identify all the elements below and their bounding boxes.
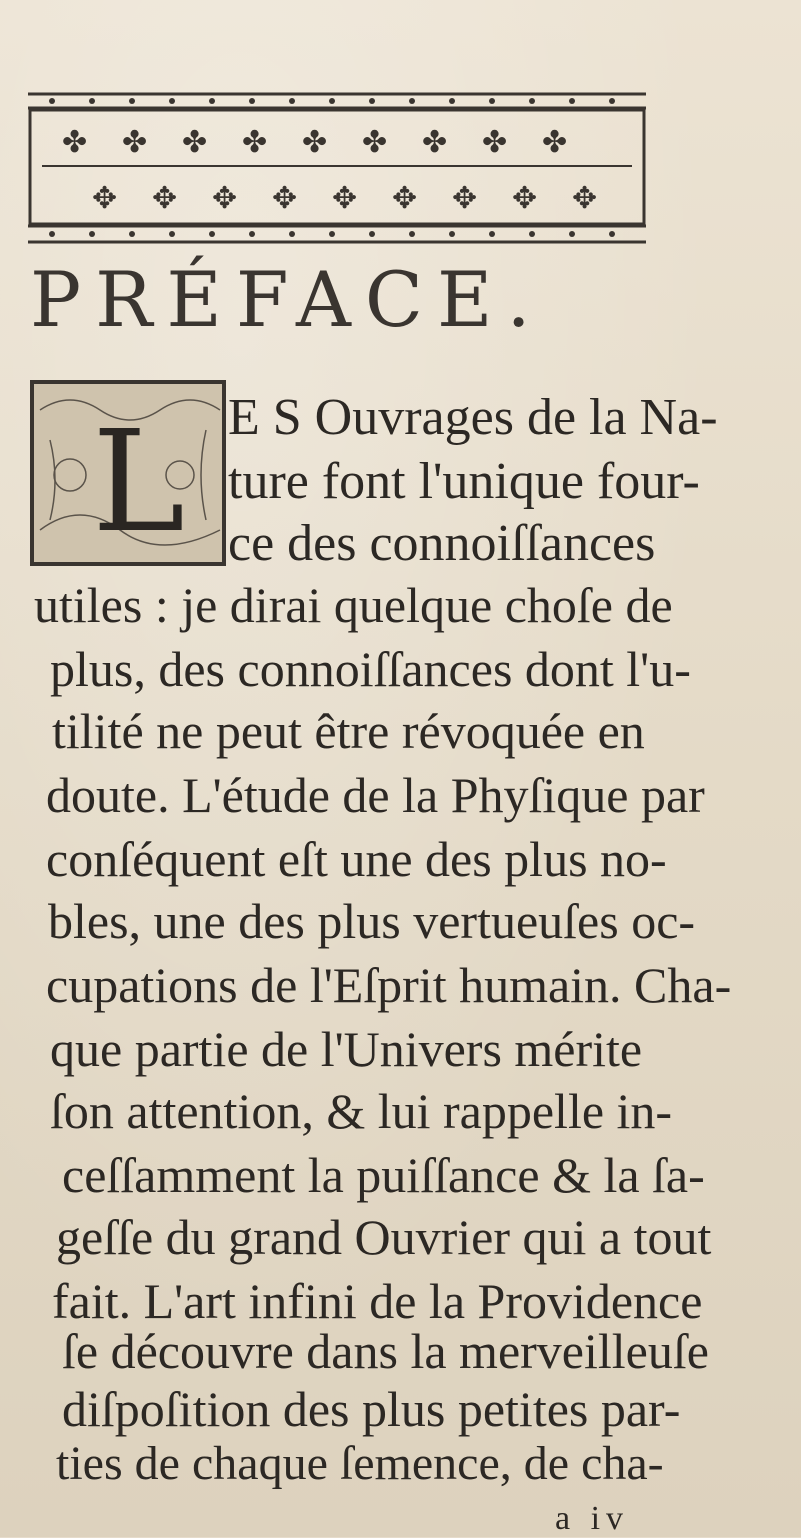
text-line-1: E S Ouvrages de la Na-: [228, 389, 718, 446]
text-line-8: conſéquent eſt une des plus no-: [46, 831, 667, 887]
svg-text:✤: ✤: [362, 125, 388, 160]
text-line-16: ſe découvre dans la merveilleuſe: [62, 1323, 709, 1379]
svg-text:✤: ✤: [482, 125, 508, 160]
svg-text:✤: ✤: [182, 125, 208, 160]
drop-cap-letter: L: [92, 401, 185, 564]
text-line-3: ce des connoiſſances: [228, 515, 656, 572]
text-line-12: ſon attention, & lui rappelle in-: [50, 1083, 673, 1139]
svg-text:✥: ✥: [152, 181, 178, 216]
text-line-13: ceſſamment la puiſſance & la ſa-: [62, 1147, 705, 1203]
page-title: PRÉFACE.: [30, 255, 545, 344]
svg-text:✥: ✥: [512, 181, 538, 216]
svg-text:✤: ✤: [122, 125, 148, 160]
text-line-11: que partie de l'Univers mérite: [50, 1021, 643, 1077]
text-line-18: ties de chaque ſemence, de cha-: [56, 1437, 664, 1490]
text-line-5: plus, des connoiſſances dont l'u-: [50, 641, 691, 697]
catchword: a iv: [555, 1500, 630, 1537]
text-line-15: fait. L'art infini de la Providence: [52, 1273, 703, 1329]
text-line-4: utiles : je dirai quelque choſe de: [34, 577, 673, 633]
svg-text:✥: ✥: [92, 181, 118, 216]
text-line-7: doute. L'étude de la Phyſique par: [46, 767, 705, 823]
engraved-drop-cap-icon: [30, 380, 226, 566]
text-line-6: tilité ne peut être révoquée en: [52, 703, 645, 759]
svg-text:✥: ✥: [572, 181, 598, 216]
svg-text:✥: ✥: [452, 181, 478, 216]
svg-text:✥: ✥: [212, 181, 238, 216]
text-line-10: cupations de l'Eſprit humain. Cha-: [46, 957, 732, 1013]
svg-text:✤: ✤: [302, 125, 328, 160]
svg-text:✤: ✤: [242, 125, 268, 160]
text-line-17: diſpoſition des plus petites par-: [62, 1381, 681, 1437]
svg-text:✥: ✥: [332, 181, 358, 216]
text-line-9: bles, une des plus vertueuſes oc-: [48, 893, 696, 949]
floral-band-ornament-icon: [22, 80, 652, 260]
text-line-2: ture font l'unique four-: [228, 453, 700, 510]
text-line-14: geſſe du grand Ouvrier qui a tout: [56, 1209, 712, 1265]
svg-text:✤: ✤: [62, 125, 88, 160]
svg-text:✤: ✤: [422, 125, 448, 160]
svg-text:✤: ✤: [542, 125, 568, 160]
svg-text:✥: ✥: [392, 181, 418, 216]
svg-text:✥: ✥: [272, 181, 298, 216]
